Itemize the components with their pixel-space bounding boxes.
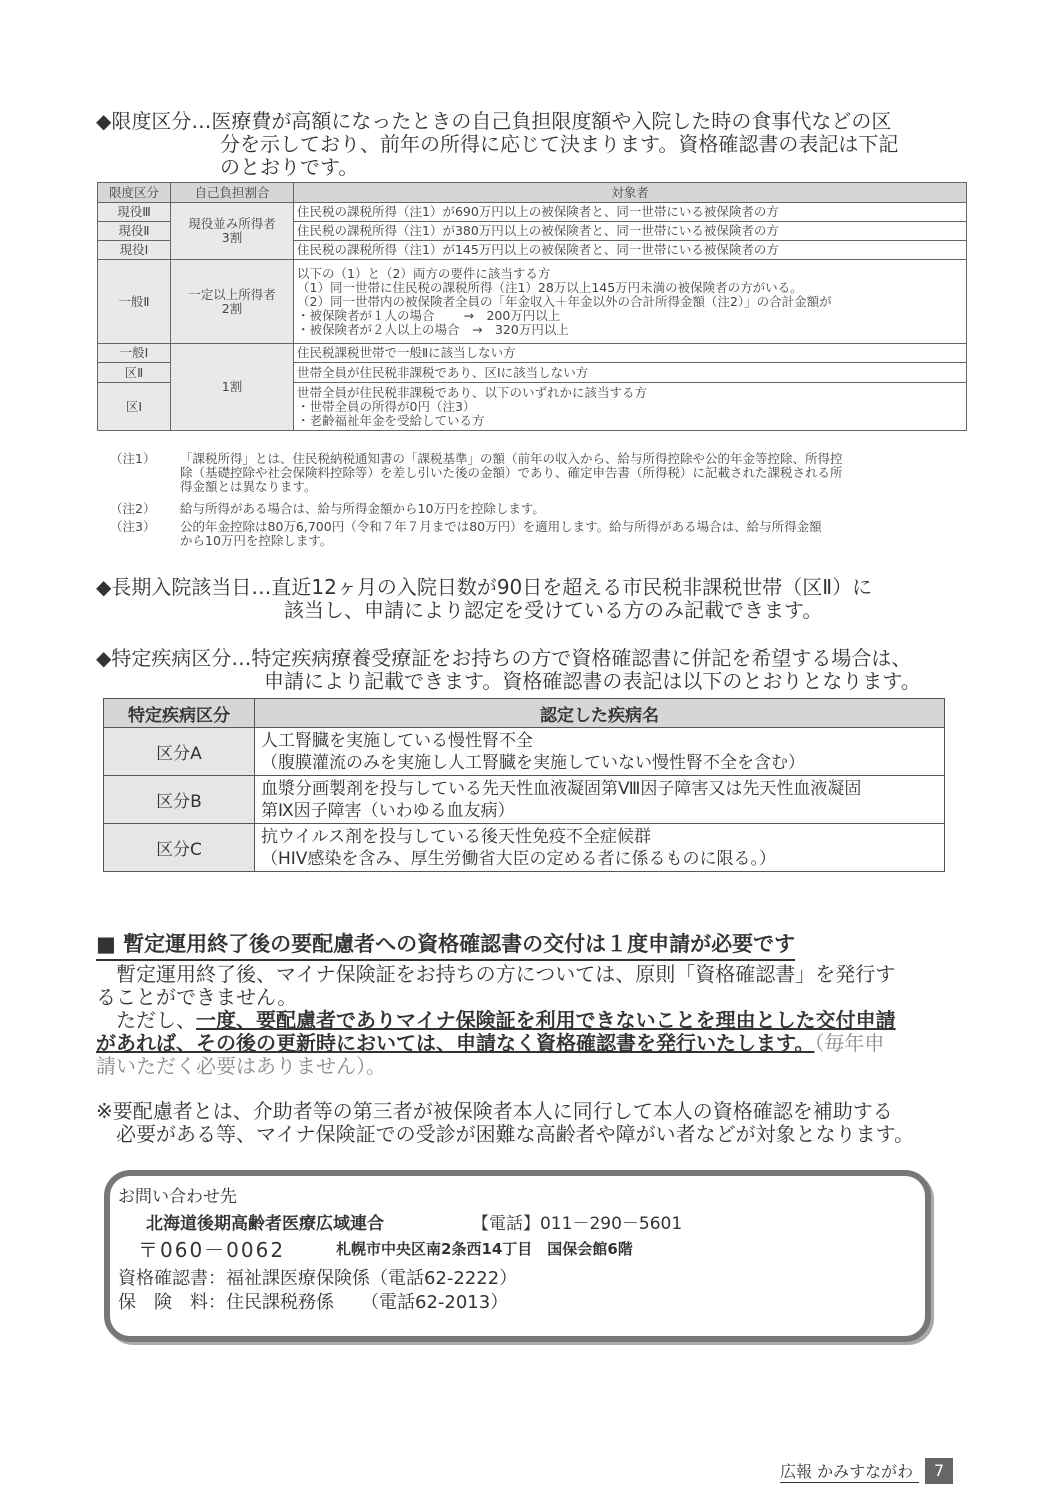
contact-certificate-line: 資格確認書：福祉課医療保険係（電話62-2222） xyxy=(118,1268,518,1289)
disease-line2: 申請により記載できます。資格確認書の表記は以下のとおりとなります。 xyxy=(264,669,921,693)
notice-p2-line2 xyxy=(96,1032,956,1055)
limit-intro-line3: のとおりです。 xyxy=(220,155,359,179)
note-3 xyxy=(110,520,970,548)
long-stay-section xyxy=(96,576,872,622)
contact-org: 北海道後期高齢者医療広域連合 xyxy=(146,1214,384,1234)
notice-p2-prefix: ただし、 xyxy=(96,1008,196,1032)
note-1-line2: 除（基礎控除や社会保険料控除等）を差し引いた後の金額）であり、確定申告書（所得税）に記載された課税される所 xyxy=(180,465,843,480)
rate-ippan2-value: 2割 xyxy=(221,300,243,316)
notice-p2-emphasis1: 一度、要配慮者でありマイナ保険証を利用できないことを理由とした交付申請 xyxy=(196,1008,896,1032)
page-number: 7 xyxy=(925,1458,953,1484)
notice-note-line1: ※要配慮者とは、介助者等の第三者が被保険者本人に同行して本人の資格確認を補助する xyxy=(96,1099,893,1123)
contact-zip: 〒060－0062 xyxy=(138,1238,286,1262)
table2-header-disease: 認定した疾病名 xyxy=(255,699,945,728)
note-2-key: （注2） xyxy=(110,501,156,516)
limit-category-table xyxy=(97,182,967,431)
notice-p2-line3: 請いただく必要はありません）。 xyxy=(96,1054,386,1078)
limit-section-intro xyxy=(96,110,898,179)
disease-a-line2: （腹膜灌流のみを実施し人工腎臓を実施していない慢性腎不全を含む） xyxy=(261,752,805,773)
category-genyaku1: 現役Ⅰ xyxy=(98,241,171,260)
note-3-line2: から10万円を控除します。 xyxy=(180,533,333,548)
limit-intro-line2: 分を示しており、前年の所得に応じて決まります。資格確認書の表記は下記 xyxy=(220,132,899,156)
limit-intro-line1: ◆限度区分…医療費が高額になったときの自己負担限度額や入院した時の食事代などの区 xyxy=(96,109,892,133)
desc-ku1 xyxy=(294,383,967,431)
contact-title: お問い合わせ先 xyxy=(118,1187,237,1207)
disease-category-c: 区分C xyxy=(104,824,255,872)
note-3-line1: 公的年金控除は80万6,700円（令和７年７月までは80万円）を適用します。給与所得がある場合は、給与所得金額 xyxy=(180,519,822,534)
desc-ippan2 xyxy=(294,260,967,344)
disease-b-line1: 血漿分画製剤を投与している先天性血液凝固第Ⅷ因子障害又は先天性血液凝固 xyxy=(261,778,862,799)
desc-ippan2-line4: ・被保険者が１人の場合 → 200万円以上 xyxy=(297,307,561,323)
note-2-line1: 給与所得がある場合は、給与所得金額から10万円を控除します。 xyxy=(180,501,545,516)
disease-name-b xyxy=(255,776,945,824)
notice-p1-line1: 暫定運用終了後、マイナ保険証をお持ちの方については、原則「資格確認書」を発行す xyxy=(96,962,896,986)
disease-c-line1: 抗ウイルス剤を投与している後天性免疫不全症候群 xyxy=(261,826,651,847)
disease-category-a: 区分A xyxy=(104,728,255,776)
publication-name: 広報 かみすながわ xyxy=(780,1459,919,1483)
contact-phone: 【電話】011－290－5601 xyxy=(472,1214,683,1234)
notice-p1-line2: ることができません。 xyxy=(96,985,298,1009)
page-footer xyxy=(780,1458,953,1484)
category-ku1: 区Ⅰ xyxy=(98,383,171,431)
rate-genyaku-value: 3割 xyxy=(221,230,243,245)
note-1-line3: 得金額とは異なります。 xyxy=(180,479,317,494)
notice-p2-tail: （毎年申 xyxy=(814,1031,885,1055)
disease-category-b: 区分B xyxy=(104,776,255,824)
notice-heading: ■ 暫定運用終了後の要配慮者への資格確認書の交付は１度申請が必要です xyxy=(96,928,795,961)
notice-section xyxy=(96,928,956,1146)
rate-genyaku-label: 現役並み所得者 xyxy=(188,216,276,231)
disease-b-line2: 第Ⅸ因子障害（いわゆる血友病） xyxy=(261,800,515,821)
long-stay-line1: ◆長期入院該当日…直近12ヶ月の入院日数が90日を超える市民税非課税世帯（区Ⅱ）に xyxy=(96,575,873,599)
table1-header-rate: 自己負担割合 xyxy=(171,183,294,203)
disease-name-c xyxy=(255,824,945,872)
table2-header-category: 特定疾病区分 xyxy=(104,699,255,728)
notice-p2-line1 xyxy=(96,1009,956,1032)
rate-ippan2 xyxy=(171,260,294,344)
rate-1wari: 1割 xyxy=(171,344,294,431)
contact-box xyxy=(104,1170,931,1342)
category-genyaku2: 現役Ⅱ xyxy=(98,222,171,241)
contact-address: 札幌市中央区南2条西14丁目 国保会館6階 xyxy=(336,1240,633,1258)
desc-ippan2-line5: ・被保険者が２人以上の場合 → 320万円以上 xyxy=(297,321,569,337)
rate-genyaku xyxy=(171,203,294,260)
desc-ku1-line1: 世帯全員が住民税非課税であり、以下のいずれかに該当する方 xyxy=(297,384,648,400)
desc-ippan2-line1: 以下の（1）と（2）両方の要件に該当する方 xyxy=(297,265,551,281)
notice-p2-emphasis2: があれば、その後の更新時においては、申請なく資格確認書を発行いたします。 xyxy=(96,1031,815,1055)
disease-name-a xyxy=(255,728,945,776)
table1-notes xyxy=(110,452,970,548)
disease-a-line1: 人工腎臓を実施している慢性腎不全 xyxy=(261,730,533,751)
disease-table xyxy=(103,698,945,872)
desc-ku1-line2: ・世帯全員の所得が0円（注3） xyxy=(297,398,476,414)
note-1-key: （注1） xyxy=(110,451,156,466)
rate-ippan2-label: 一定以上所得者 xyxy=(188,286,276,302)
disease-c-line2: （HIV感染を含み、厚生労働省大臣の定める者に係るものに限る。） xyxy=(261,848,776,869)
table-row xyxy=(104,776,945,824)
desc-ku2: 世帯全員が住民税非課税であり、区Ⅰに該当しない方 xyxy=(294,363,967,383)
table-row xyxy=(104,728,945,776)
note-1 xyxy=(110,452,970,494)
desc-ippan2-line3: （2）同一世帯内の被保険者全員の「年金収入＋年金以外の合計所得金額（注2）」の合計金額が xyxy=(297,293,832,309)
desc-genyaku3: 住民税の課税所得（注1）が690万円以上の被保険者と、同一世帯にいる被保険者の方 xyxy=(294,203,967,222)
desc-ippan2-line2: （1）同一世帯に住民税の課税所得（注1）28万以上145万円未満の被保険者の方がいる。 xyxy=(297,279,803,295)
desc-ku1-line3: ・老齢福祉年金を受給している方 xyxy=(297,412,485,428)
category-ippan2: 一般Ⅱ xyxy=(98,260,171,344)
desc-genyaku1: 住民税の課税所得（注1）が145万円以上の被保険者と、同一世帯にいる被保険者の方 xyxy=(294,241,967,260)
disease-line1: ◆特定疾病区分…特定疾病療養受療証をお持ちの方で資格確認書に併記を希望する場合は、 xyxy=(96,646,912,670)
desc-ippan1: 住民税課税世帯で一般Ⅱに該当しない方 xyxy=(294,344,967,363)
note-2 xyxy=(110,502,970,516)
note-3-key: （注3） xyxy=(110,519,156,534)
table1-header-target: 対象者 xyxy=(294,183,967,203)
disease-section xyxy=(96,647,921,693)
desc-genyaku2: 住民税の課税所得（注1）が380万円以上の被保険者と、同一世帯にいる被保険者の方 xyxy=(294,222,967,241)
table-row xyxy=(104,824,945,872)
category-genyaku3: 現役Ⅲ xyxy=(98,203,171,222)
table1-header-category: 限度区分 xyxy=(98,183,171,203)
note-1-line1: 「課税所得」とは、住民税納税通知書の「課税基準」の額（前年の収入から、給与所得控除や公的年金等控除、所得控 xyxy=(180,451,843,466)
contact-insurance-line: 保 険 料：住民課税務係 （電話62-2013） xyxy=(118,1292,509,1313)
category-ippan1: 一般Ⅰ xyxy=(98,344,171,363)
category-ku2: 区Ⅱ xyxy=(98,363,171,383)
notice-note-line2: 必要がある等、マイナ保険証での受診が困難な高齢者や障がい者などが対象となります。 xyxy=(96,1122,914,1146)
long-stay-line2: 該当し、申請により認定を受けている方のみ記載できます。 xyxy=(284,598,823,622)
